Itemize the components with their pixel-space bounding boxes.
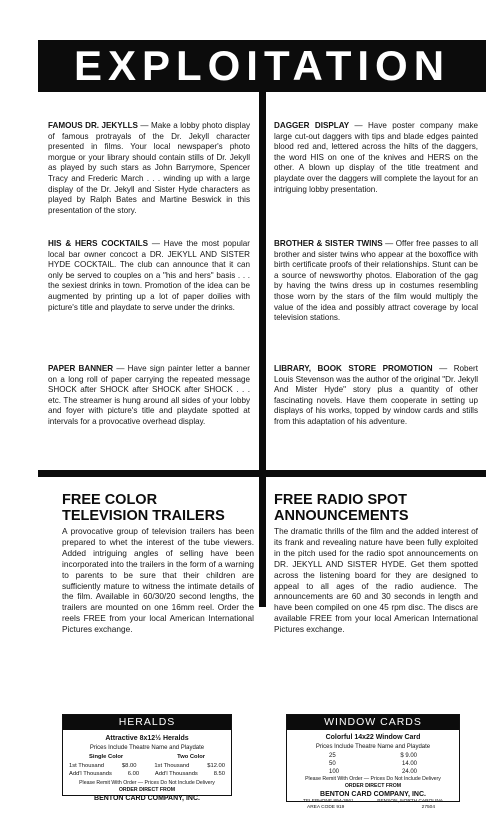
window-cards-address-2 bbox=[287, 805, 459, 811]
tv-trailers-title bbox=[62, 492, 252, 524]
city-line: BENSON, NORTH CAROLINA bbox=[377, 799, 443, 804]
heralds-header: HERALDS bbox=[63, 715, 231, 730]
article-paper-banner bbox=[48, 364, 250, 428]
radio-title-line1: FREE RADIO SPOT bbox=[274, 492, 407, 508]
area-code-line: AREA CODE 919 bbox=[307, 805, 345, 810]
page-title: EXPLOITATION bbox=[73, 42, 451, 89]
radio-spots-body: The dramatic thrills of the film and the added interest of its frank and revealing nature have been fully exploited in the pitch used for the radio spot announcements on DR. JEKYLL AND SISTER HYDE. Get them spotted across the listening board for they are designed to appeal to all ages of the radio audience. The announcements are 60 and 30 seconds in length and have been compiled on one 45 rpm disc. The discs are available FREE from your local American International Pictures exchange. bbox=[274, 526, 478, 635]
article-famous-dr-jekylls bbox=[48, 121, 250, 216]
article-heading: DAGGER DISPLAY bbox=[274, 121, 350, 130]
window-cards-order: ORDER DIRECT FROM bbox=[344, 783, 402, 789]
vertical-divider-bottom bbox=[259, 477, 266, 607]
heralds-box bbox=[62, 714, 232, 802]
radio-spots-title bbox=[274, 492, 478, 524]
price-label: 1st Thousand bbox=[69, 762, 105, 769]
article-brother-sister-twins bbox=[274, 239, 478, 324]
article-heading: BROTHER & SISTER TWINS bbox=[274, 239, 383, 248]
quantity: 50 bbox=[329, 761, 336, 767]
heralds-title: Attractive 8x12½ Heralds bbox=[105, 735, 189, 742]
tv-title-line1: FREE COLOR bbox=[62, 492, 158, 508]
article-heading: HIS & HERS COCKTAILS bbox=[48, 239, 148, 248]
price-value: 14.00 bbox=[401, 761, 417, 767]
price-label: Add'l Thousands bbox=[69, 771, 112, 777]
zip-line: 27504 bbox=[421, 805, 435, 810]
vertical-divider-top bbox=[259, 92, 266, 475]
article-heading: PAPER BANNER bbox=[48, 364, 114, 373]
window-cards-subtitle: Prices Include Theatre Name and Playdate bbox=[315, 744, 431, 750]
quantity: 25 bbox=[329, 753, 336, 759]
window-cards-note: Please Remit With Order — Prices Do Not Include Delivery bbox=[305, 776, 441, 782]
window-cards-header: WINDOW CARDS bbox=[287, 715, 459, 730]
heralds-company: BENTON CARD COMPANY, INC. bbox=[94, 794, 200, 802]
article-body: — Robert Louis Stevenson was the author of the original "Dr. Jekyll And Mister Hyde" story plus a quantity of other fascinating novels. Have them cooperate in setting up displays of his works, topped by window cards and stills from this adaptation of his adventure. bbox=[274, 364, 478, 426]
window-cards-box bbox=[286, 714, 460, 810]
article-library-book-store-promotion bbox=[274, 364, 478, 428]
horizontal-divider bbox=[38, 470, 486, 477]
article-body: — Make a lobby photo display of famous protrayals of the Dr. Jekyll character presented in films. Your local newspaper's photo morgue or your library should contain stills of Dr. Jekyll as played by such stars as John Barrymore, Spencer Tracy and Frederic March . . . winding up with a large display of the Dr. Jekyll and Sister Hyde characters as played by Ralph Bates and Martine Beswick in this presentation of the story. bbox=[48, 121, 250, 215]
price-value: 6.00 bbox=[127, 771, 140, 777]
article-body: — Have sign painter letter a banner on a long roll of paper carrying the repeated message SHOCK after SHOCK after SHOCK after SHOCK . . . etc. The streamer is hung around all sides of your lobby and foyer with picture's title and playdate spotted at intervals for a provocative overhead display. bbox=[48, 364, 250, 426]
price-value: $8.00 bbox=[121, 762, 137, 769]
quantity: 100 bbox=[329, 769, 340, 775]
price-value: 24.00 bbox=[401, 769, 417, 775]
heralds-col2-head: Two Color bbox=[177, 754, 205, 760]
price-label: Add'l Thousands bbox=[154, 771, 198, 777]
window-cards-row bbox=[287, 752, 459, 760]
radio-title-line2: ANNOUNCEMENTS bbox=[274, 508, 409, 524]
window-cards-title: Colorful 14x22 Window Card bbox=[325, 734, 421, 741]
price-value: $12.00 bbox=[207, 762, 225, 769]
article-his-hers-cocktails bbox=[48, 239, 250, 313]
heralds-note: Please Remit With Order — Prices Do Not Include Delivery bbox=[79, 779, 215, 786]
heralds-order: ORDER DIRECT FROM bbox=[118, 786, 176, 793]
window-cards-row bbox=[287, 760, 459, 768]
article-heading: LIBRARY, BOOK STORE PROMOTION bbox=[274, 364, 433, 373]
article-body: — Have the most popular local bar owner concoct a DR. JEKYLL AND SISTER HYDE COCKTAIL. The club can announce that it can only be served to couples on a "his and hers" basis . . . the sexiest drinks in town. Promotion of the idea can be augmented by printing up a lot of paper doilies with picture's title and playdate to serve under the drinks. bbox=[48, 239, 250, 312]
heralds-subtitle: Prices Include Theatre Name and Playdate bbox=[89, 745, 205, 751]
price-label: 1st Thousand bbox=[154, 762, 190, 769]
phone-line: TELEPHONE 894-3661 bbox=[303, 799, 354, 804]
window-cards-company: BENTON CARD COMPANY, INC. bbox=[320, 791, 426, 798]
article-heading: FAMOUS DR. JEKYLLS bbox=[48, 121, 138, 130]
heralds-row bbox=[63, 770, 231, 779]
tv-title-line2: TELEVISION TRAILERS bbox=[62, 508, 225, 524]
window-cards-row bbox=[287, 768, 459, 776]
heralds-col1-head: Single Color bbox=[89, 754, 124, 760]
tv-trailers-body: A provocative group of television trailers has been prepared to whet the interest of the tube viewers. Added intriguing angles of selling have been incorporated into the trailers in the form of a warning to parents to be sure that their children are sufficiently mature to witness the intimate details of the film. Available in 60/30/20 second lengths, the trailers are mounted on one 16mm reel. Order the reels FREE from your local American International Pictures exchange. bbox=[62, 526, 254, 635]
heralds-row bbox=[63, 762, 231, 771]
heralds-column-heads bbox=[63, 753, 231, 762]
article-body: — Have poster company make large cut-out daggers with tips and blade edges painted blood red and, lettered across the hilts of the daggers, the word HIS on one of the knives and HERS on the other. A blown up display of the title treatment and playdate over the daggers will complete the layout for an intriguing lobby presentation. bbox=[274, 121, 478, 194]
article-dagger-display bbox=[274, 121, 478, 195]
price-value: 8.50 bbox=[213, 771, 225, 777]
title-banner bbox=[38, 40, 486, 92]
article-body: — Offer free passes to all brother and sister twins who appear at the boxoffice with birth certificate proofs of their relationships. Stunt can be a source of newsworthy photos. Elaboration of the gag by having the twins dress up in costumes resembling those worn by the stars of the film would multiply the value of the idea and possibly attract coverage by local television stations. bbox=[274, 239, 478, 323]
price-value: $ 9.00 bbox=[400, 753, 417, 759]
